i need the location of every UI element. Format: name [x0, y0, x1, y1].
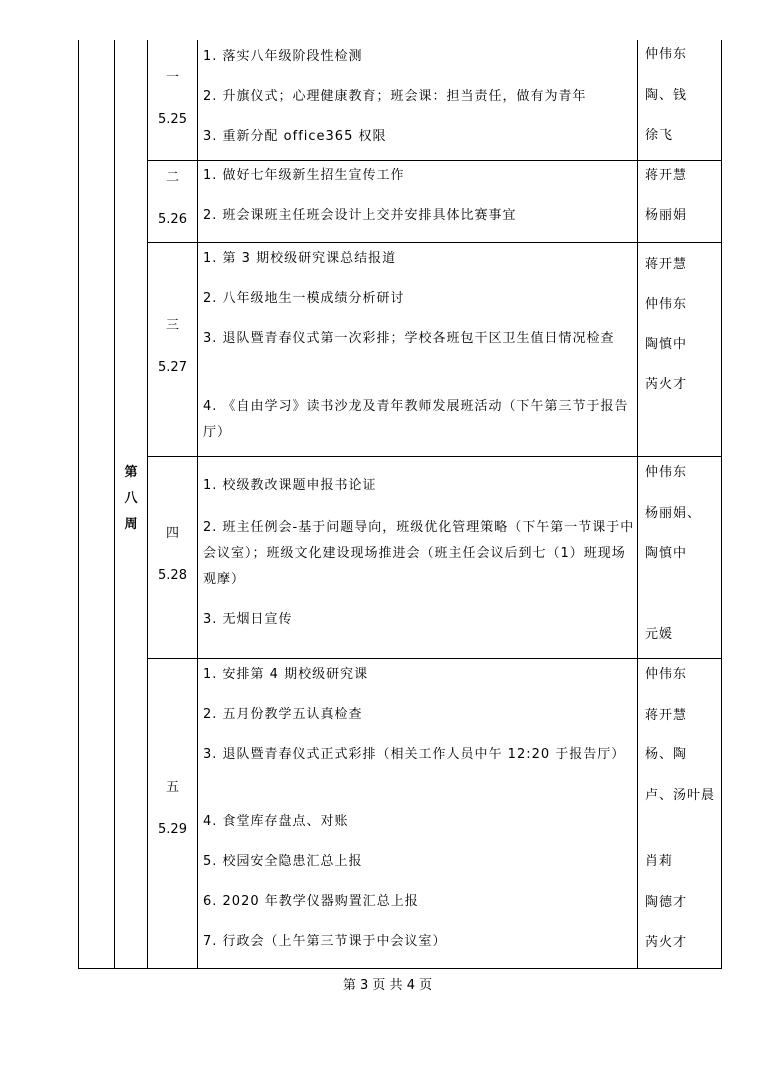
- task-item: 6. 2020 年教学仪器购置汇总上报: [203, 894, 419, 909]
- person: 仲伟东: [645, 667, 688, 682]
- task-item: 2. 八年级地生一模成绩分析研讨: [203, 291, 405, 306]
- person: 杨、陶: [645, 747, 688, 762]
- task-item: 3. 无烟日宣传: [203, 612, 293, 627]
- person: 仲伟东: [645, 47, 688, 62]
- day-date: 5.28: [158, 568, 187, 583]
- table-border-right: [721, 40, 722, 969]
- person: 杨丽娟、: [645, 506, 702, 521]
- person: 肖莉: [645, 854, 674, 869]
- task-item: 3. 重新分配 office365 权限: [203, 129, 387, 144]
- page-footer: 第 3 页 共 4 页: [342, 978, 433, 993]
- person: 陶、钱: [645, 88, 688, 103]
- person: 蒋开慧: [645, 257, 688, 272]
- day-cell: [148, 526, 197, 584]
- person: 徐飞: [645, 128, 674, 143]
- task-item: 7. 行政会（上午第三节课于中会议室）: [203, 934, 447, 949]
- person: 陶慎中: [645, 546, 688, 561]
- row-divider: [147, 160, 722, 161]
- task-item: 2. 升旗仪式；心理健康教育；班会课：担当责任，做有为青年: [203, 89, 587, 104]
- day-cell: [148, 170, 197, 228]
- person: 卢、汤叶晨: [645, 788, 716, 803]
- task-item: 5. 校园安全隐患汇总上报: [203, 854, 363, 869]
- table-divider: [637, 40, 638, 969]
- week-label: [115, 460, 147, 538]
- person: 蒋开慧: [645, 708, 688, 723]
- table-border-bottom: [78, 968, 722, 969]
- task-item: 1. 安排第 4 期校级研究课: [203, 667, 369, 682]
- day-name: 五: [165, 780, 179, 795]
- person: 元媛: [645, 627, 674, 642]
- person: 芮火才: [645, 935, 688, 950]
- task-item: 1. 校级教改课题申报书论证: [203, 478, 377, 493]
- day-name: 四: [165, 526, 179, 541]
- row-divider: [147, 456, 722, 457]
- person: 仲伟东: [645, 465, 688, 480]
- task-item: 2. 班主任例会-基于问题导向，班级优化管理策略（下午第一节课于中会议室）；班级文化建设现场推进会（班主任会议后到七（1）班现场观摩）: [203, 520, 635, 587]
- week-label-char: 周: [124, 517, 138, 532]
- task-item: 1. 第 3 期校级研究课总结报道: [203, 251, 397, 266]
- day-name: 一: [165, 70, 179, 85]
- row-divider: [147, 658, 722, 659]
- task-item: 1. 落实八年级阶段性检测: [203, 49, 363, 64]
- day-cell: [148, 70, 197, 128]
- task-item: 3. 退队暨青春仪式第一次彩排；学校各班包干区卫生值日情况检查: [203, 331, 615, 346]
- day-date: 5.29: [158, 822, 187, 837]
- person: 陶德才: [645, 895, 688, 910]
- task-item: 4. 食堂库存盘点、对账: [203, 814, 349, 829]
- task-item: 3. 退队暨青春仪式正式彩排（相关工作人员中午 12:20 于报告厅）: [203, 747, 626, 762]
- person: 杨丽娟: [645, 208, 688, 223]
- day-name: 二: [165, 170, 179, 185]
- table-divider: [197, 40, 198, 969]
- day-name: 三: [165, 318, 179, 333]
- day-date: 5.26: [158, 212, 187, 227]
- week-label-char: 第: [124, 465, 138, 480]
- task-item: 2. 五月份教学五认真检查: [203, 707, 363, 722]
- person: 蒋开慧: [645, 168, 688, 183]
- day-date: 5.27: [158, 360, 187, 375]
- task-item: 1. 做好七年级新生招生宣传工作: [203, 168, 405, 183]
- week-label-char: 八: [124, 491, 138, 506]
- day-date: 5.25: [158, 112, 187, 127]
- person: 仲伟东: [645, 297, 688, 312]
- person: 陶慎中: [645, 337, 688, 352]
- table-border-left: [78, 40, 79, 969]
- row-divider: [147, 242, 722, 243]
- day-cell: [148, 780, 197, 838]
- day-cell: [148, 318, 197, 376]
- person: 芮火才: [645, 377, 688, 392]
- task-item: 2. 班会课班主任班会设计上交并安排具体比赛事宜: [203, 208, 517, 223]
- task-item: 4. 《自由学习》读书沙龙及青年教师发展班活动（下午第三节于报告厅）: [203, 399, 629, 440]
